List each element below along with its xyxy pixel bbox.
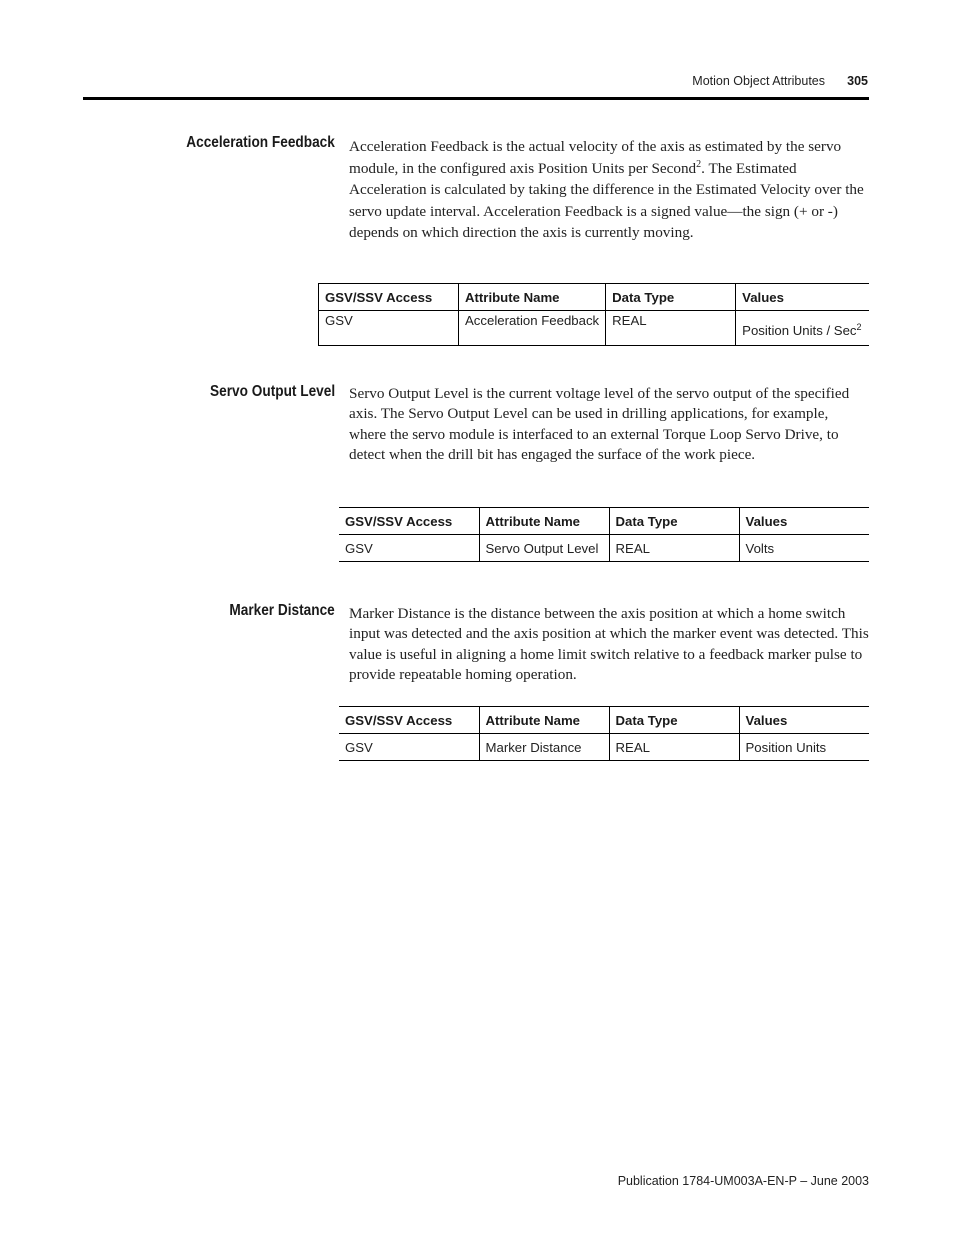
column-header: Values (736, 284, 869, 311)
section-body-marker-distance: Marker Distance is the distance between the axis position at which a home switch input was detected and the axis position at which the marker event was detected. This value is useful in aligning a home limit switch relative to a feedback marker pulse to provide repeatable homing operation. (349, 605, 869, 683)
column-header: Values (739, 707, 869, 734)
publication-footer: Publication 1784-UM003A-EN-P – June 2003 (617, 1174, 869, 1188)
attribute-table-marker-distance (339, 706, 869, 761)
column-header: Attribute Name (479, 707, 609, 734)
column-header: Values (739, 508, 869, 535)
table-cell: Marker Distance (479, 734, 609, 761)
table-header-row (339, 508, 869, 535)
cell-value: Position Units / Sec (742, 322, 857, 338)
table-header-row (339, 707, 869, 734)
table-cell: GSV (339, 734, 479, 761)
column-header: GSV/SSV Access (339, 707, 479, 734)
table-row (339, 535, 869, 562)
table-cell: REAL (606, 311, 736, 346)
column-header: Attribute Name (479, 508, 609, 535)
table-row (339, 734, 869, 761)
table-cell: Acceleration Feedback (459, 311, 606, 346)
section-heading-marker-distance: Marker Distance (229, 602, 335, 619)
attribute-table-acceleration-feedback (318, 283, 869, 346)
superscript: 2 (856, 321, 862, 332)
header-title: Motion Object Attributes (692, 74, 825, 88)
column-header: Data Type (606, 284, 736, 311)
table-cell (736, 311, 869, 346)
header-rule (83, 97, 869, 100)
column-header: GSV/SSV Access (339, 508, 479, 535)
superscript: 2 (696, 158, 702, 170)
body-text-part: Acceleration Feedback is the actual velocity of the axis as estimated by the servo module, in the configured axis Position Units per Second (349, 138, 842, 177)
table-row (319, 311, 870, 346)
section-heading-acceleration-feedback: Acceleration Feedback (186, 134, 335, 151)
table-cell: Position Units (739, 734, 869, 761)
table-cell: Volts (739, 535, 869, 562)
section-heading-servo-output-level: Servo Output Level (209, 383, 335, 400)
column-header: Data Type (609, 707, 739, 734)
section-body-servo-output-level: Servo Output Level is the current voltage level of the servo output of the specified axis. The Servo Output Level can be used in drilling applications, for example, where the servo module is interfaced to an external Torque Loop Servo Drive, to detect when the drill bit has engaged the surface of the work piece. (349, 385, 850, 463)
table-header-row (319, 284, 870, 311)
column-header: Attribute Name (459, 284, 606, 311)
attribute-table-servo-output-level (339, 507, 869, 562)
page-header (0, 74, 954, 94)
body-text-part: . The Estimated Acceleration is calculated by taking the difference in the Estimated Velocity over the servo update interval. Acceleration Feedback is a signed value—the sign (+ or -) depends on which direction the axis is currently moving. (349, 159, 864, 241)
table-cell: Servo Output Level (479, 535, 609, 562)
table-cell: REAL (609, 734, 739, 761)
column-header: GSV/SSV Access (319, 284, 459, 311)
table-cell: REAL (609, 535, 739, 562)
page-number: 305 (847, 74, 868, 88)
table-cell: GSV (319, 311, 459, 346)
table-cell: GSV (339, 535, 479, 562)
column-header: Data Type (609, 508, 739, 535)
section-body-acceleration-feedback (349, 136, 869, 244)
